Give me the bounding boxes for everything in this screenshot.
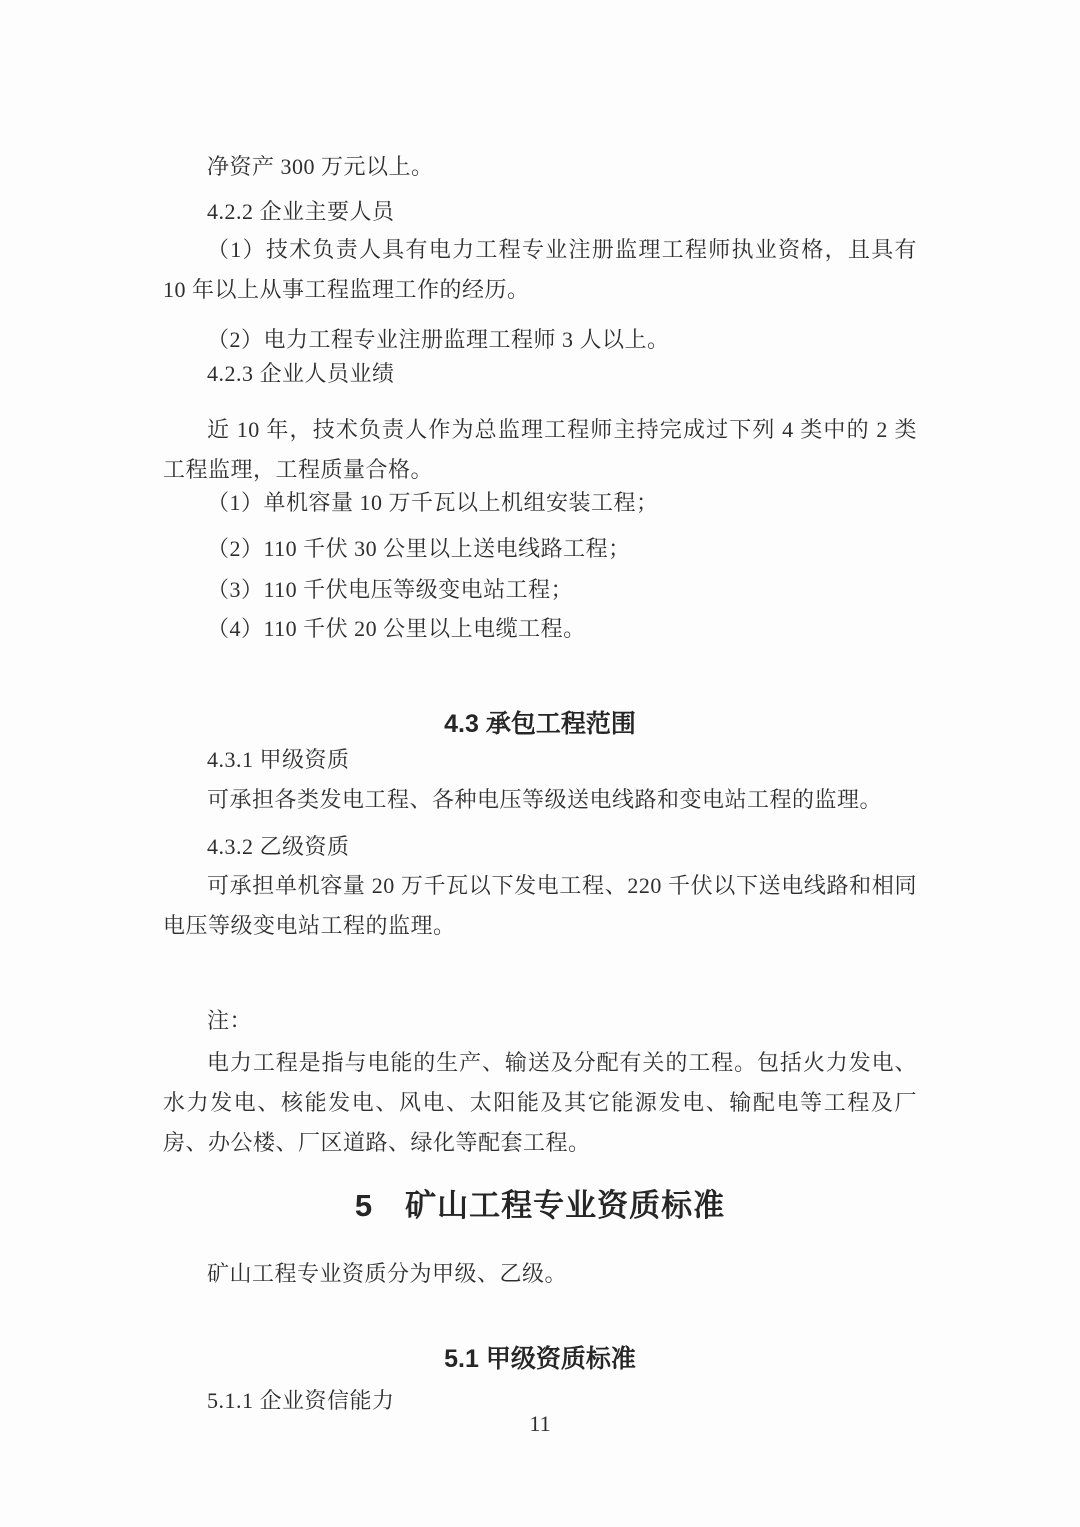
performance-item-2: （2）110 千伏 30 公里以上送电线路工程； <box>207 536 631 561</box>
heading-4-3-2: 4.3.2 乙级资质 <box>207 834 350 859</box>
personnel-item-1: （1）技术负责人具有电力工程专业注册监理工程师执业资格，且具有 10 年以上从事工程监理工作的经历。 <box>163 237 917 302</box>
heading-4-3-1: 4.3.1 甲级资质 <box>207 747 350 772</box>
performance-item-4: （4）110 千伏 20 公里以上电缆工程。 <box>207 616 586 641</box>
personnel-item-2: （2）电力工程专业注册监理工程师 3 人以上。 <box>207 327 670 352</box>
page-number: 11 <box>529 1411 551 1436</box>
heading-5-1-1: 5.1.1 企业资信能力 <box>207 1388 395 1413</box>
section-4-3-title: 4.3 承包工程范围 <box>444 709 636 738</box>
note-label: 注： <box>207 1008 253 1033</box>
heading-4-2-2: 4.2.2 企业主要人员 <box>207 199 395 224</box>
note-text: 电力工程是指与电能的生产、输送及分配有关的工程。包括火力发电、水力发电、核能发电、风电、太阳能及其它能源发电、输配电等工程及厂房、办公楼、厂区道路、绿化等配套工程。 <box>163 1050 917 1155</box>
performance-item-1: （1）单机容量 10 万千瓦以上机组安装工程； <box>207 490 659 515</box>
grade-a-scope: 可承担各类发电工程、各种电压等级送电线路和变电站工程的监理。 <box>207 787 883 812</box>
section-5-intro: 矿山工程专业资质分为甲级、乙级。 <box>207 1261 568 1286</box>
grade-b-scope: 可承担单机容量 20 万千瓦以下发电工程、220 千伏以下送电线路和相同电压等级变电站工程的监理。 <box>163 873 917 938</box>
section-5-1-title: 5.1 甲级资质标准 <box>444 1344 636 1373</box>
heading-4-2-3: 4.2.3 企业人员业绩 <box>207 361 395 386</box>
section-5-title: 5 矿山工程专业资质标准 <box>354 1187 726 1223</box>
performance-item-3: （3）110 千伏电压等级变电站工程； <box>207 577 574 602</box>
net-assets-line: 净资产 300 万元以上。 <box>207 154 434 179</box>
performance-intro: 近 10 年，技术负责人作为总监理工程师主持完成过下列 4 类中的 2 类工程监理，工程质量合格。 <box>163 417 917 482</box>
